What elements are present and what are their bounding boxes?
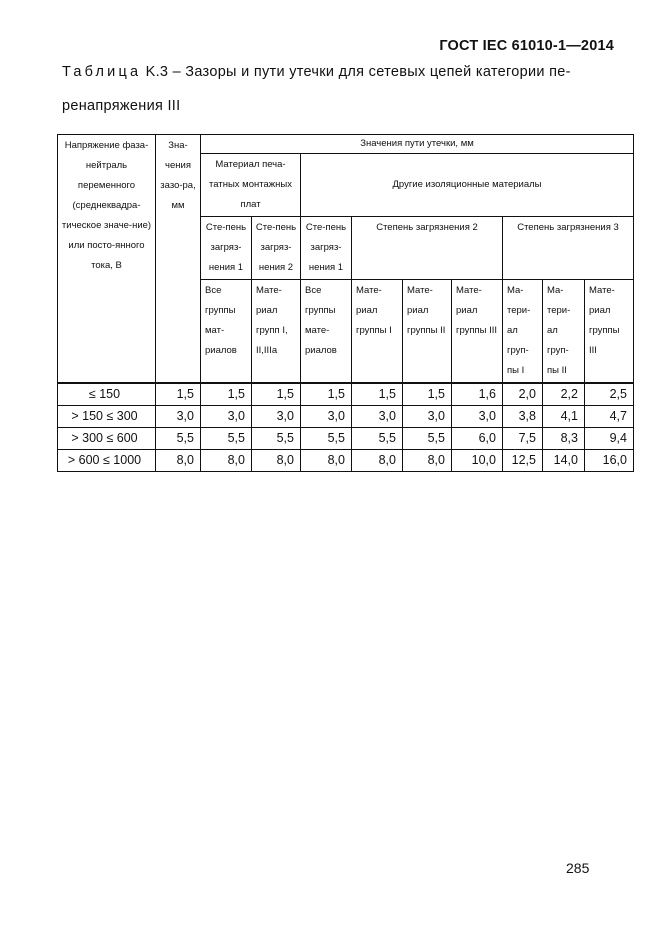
value-cell: 3,0	[452, 406, 503, 428]
value-cell: 5,5	[352, 428, 403, 450]
value-cell: 5,5	[201, 428, 252, 450]
table-row	[58, 383, 634, 406]
subheader-cell: Ма-тери-ал груп-пы I	[503, 280, 543, 384]
value-cell: 8,0	[352, 450, 403, 472]
value-cell: 3,0	[201, 406, 252, 428]
value-cell: 8,0	[156, 450, 201, 472]
value-cell: 1,5	[301, 383, 352, 406]
creepage-table	[57, 134, 634, 472]
header-clearance: Зна-чения зазо-ра, мм	[156, 135, 201, 384]
header-pcb-pd2: Сте-пень загряз-нения 2	[252, 217, 301, 280]
value-cell: 8,0	[403, 450, 452, 472]
header-pd2: Степень загрязнения 2	[352, 217, 503, 280]
page-number: 285	[566, 860, 590, 876]
value-cell: 3,0	[252, 406, 301, 428]
value-cell: 3,0	[352, 406, 403, 428]
value-cell: 1,5	[252, 383, 301, 406]
subheader-cell: Мате-риал группы I	[352, 280, 403, 384]
header-voltage: Напряжение фаза-нейтраль переменного (среднеквадра-тическое значе-ние) или посто-янного тока, В	[58, 135, 156, 384]
header-pcb-pd1: Сте-пень загряз-нения 1	[201, 217, 252, 280]
value-cell: 1,6	[452, 383, 503, 406]
table-row	[58, 406, 634, 428]
value-cell: 16,0	[585, 450, 634, 472]
value-cell: 5,5	[156, 428, 201, 450]
subheader-cell: Все группы мат-риалов	[201, 280, 252, 384]
value-cell: 2,0	[503, 383, 543, 406]
document-header: ГОСТ IEC 61010-1—2014	[439, 38, 614, 54]
subheader-cell: Все группы мате-риалов	[301, 280, 352, 384]
header-pd3: Степень загрязнения 3	[503, 217, 634, 280]
value-cell: 8,0	[252, 450, 301, 472]
subheader-cell: Мате-риал группы III	[585, 280, 634, 384]
voltage-cell: > 150 ≤ 300	[58, 406, 156, 428]
subheader-cell: Мате-риал групп I, II,IIIa	[252, 280, 301, 384]
value-cell: 5,5	[403, 428, 452, 450]
value-cell: 12,5	[503, 450, 543, 472]
value-cell: 4,7	[585, 406, 634, 428]
voltage-cell: ≤ 150	[58, 383, 156, 406]
table-row	[58, 450, 634, 472]
table-row	[58, 428, 634, 450]
value-cell: 2,2	[543, 383, 585, 406]
value-cell: 8,3	[543, 428, 585, 450]
value-cell: 1,5	[156, 383, 201, 406]
subheader-cell: Ма-тери-ал груп-пы II	[543, 280, 585, 384]
caption-label: Таблица	[62, 64, 142, 80]
caption-text: K.3 – Зазоры и пути утечки для сетевых цепей категории пе-	[141, 64, 571, 80]
value-cell: 1,5	[403, 383, 452, 406]
value-cell: 1,5	[352, 383, 403, 406]
value-cell: 5,5	[252, 428, 301, 450]
header-pcb-material: Материал печа-татных монтажных плат	[201, 154, 301, 217]
header-other-pd1: Сте-пень загряз-нения 1	[301, 217, 352, 280]
voltage-cell: > 600 ≤ 1000	[58, 450, 156, 472]
value-cell: 8,0	[301, 450, 352, 472]
value-cell: 2,5	[585, 383, 634, 406]
value-cell: 10,0	[452, 450, 503, 472]
table-caption-line2: ренапряжения III	[62, 98, 181, 114]
value-cell: 4,1	[543, 406, 585, 428]
subheader-cell: Мате-риал группы II	[403, 280, 452, 384]
value-cell: 3,0	[403, 406, 452, 428]
value-cell: 3,8	[503, 406, 543, 428]
value-cell: 7,5	[503, 428, 543, 450]
voltage-cell: > 300 ≤ 600	[58, 428, 156, 450]
table-caption	[62, 64, 622, 80]
header-creepage: Значения пути утечки, мм	[201, 135, 634, 154]
value-cell: 1,5	[201, 383, 252, 406]
value-cell: 9,4	[585, 428, 634, 450]
subheader-cell: Мате-риал группы III	[452, 280, 503, 384]
header-other-materials: Другие изоляционные материалы	[301, 154, 634, 217]
value-cell: 3,0	[301, 406, 352, 428]
value-cell: 5,5	[301, 428, 352, 450]
value-cell: 14,0	[543, 450, 585, 472]
value-cell: 6,0	[452, 428, 503, 450]
value-cell: 8,0	[201, 450, 252, 472]
value-cell: 3,0	[156, 406, 201, 428]
